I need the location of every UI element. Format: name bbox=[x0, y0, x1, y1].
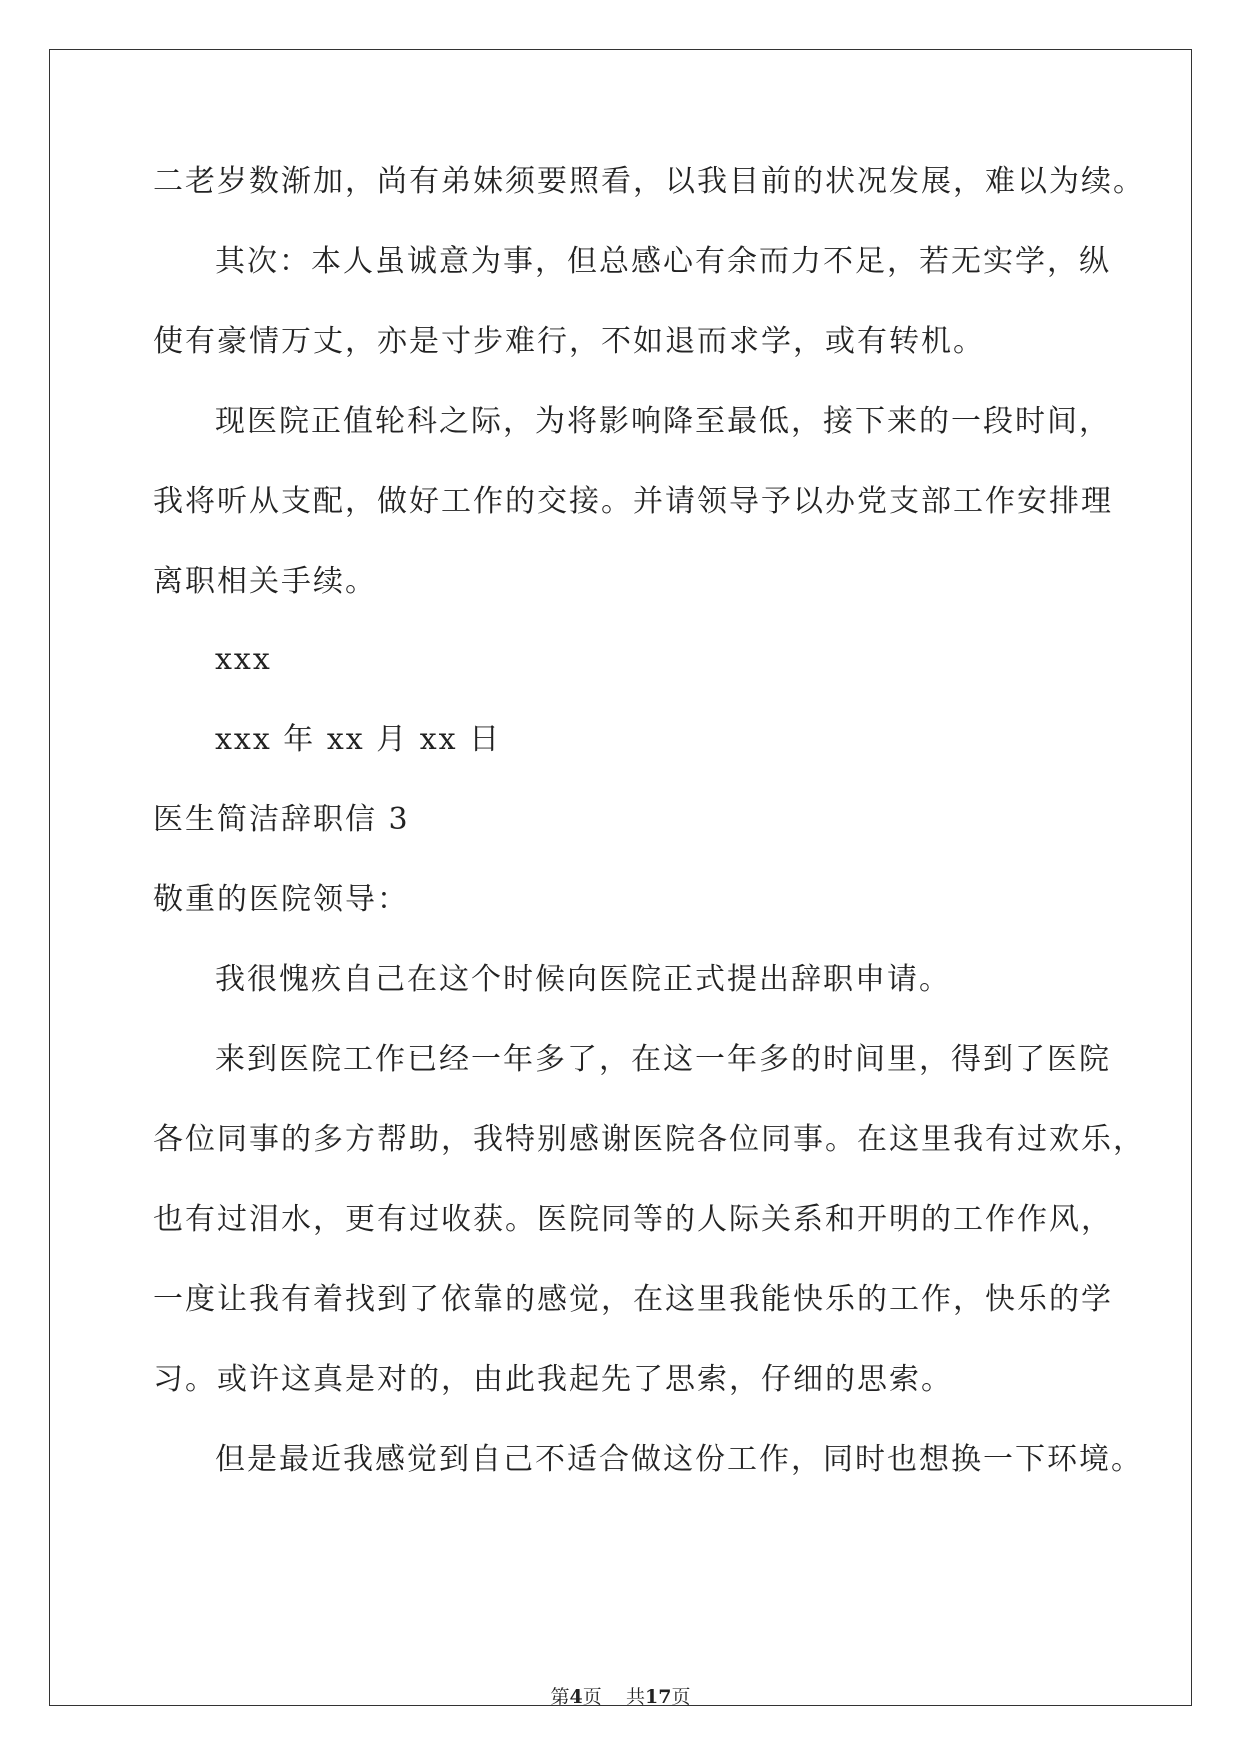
salutation: 敬重的医院领导： bbox=[153, 882, 409, 917]
body-line-6: 离职相关手续。 bbox=[153, 564, 377, 599]
body-line-11: 一度让我有着找到了依靠的感觉，在这里我能快乐的工作，快乐的学 bbox=[153, 1282, 1113, 1317]
signature-name: xxx bbox=[215, 642, 272, 677]
body-line-1: 二老岁数渐加，尚有弟妹须要照看，以我目前的状况发展，难以为续。 bbox=[153, 164, 1145, 199]
body-line-9: 各位同事的多方帮助，我特别感谢医院各位同事。在这里我有过欢乐， bbox=[153, 1122, 1145, 1157]
body-line-4: 现医院正值轮科之际，为将影响降至最低，接下来的一段时间， bbox=[215, 404, 1111, 439]
body-line-2: 其次：本人虽诚意为事，但总感心有余而力不足，若无实学，纵 bbox=[215, 244, 1111, 279]
footer-total-suffix: 页 bbox=[671, 1686, 691, 1708]
footer-total-prefix: 共 bbox=[625, 1686, 645, 1708]
footer-page-word: 页 bbox=[582, 1686, 602, 1708]
body-line-13: 但是最近我感觉到自己不适合做这份工作，同时也想换一下环境。 bbox=[215, 1442, 1143, 1477]
footer-total-pages: 17 bbox=[644, 1686, 672, 1708]
body-line-10: 也有过泪水，更有过收获。医院同等的人际关系和开明的工作作风， bbox=[153, 1202, 1113, 1237]
body-line-5: 我将听从支配，做好工作的交接。并请领导予以办党支部工作安排理 bbox=[153, 484, 1113, 519]
body-line-3: 使有豪情万丈，亦是寸步难行，不如退而求学，或有转机。 bbox=[153, 324, 985, 359]
body-line-12: 习。或许这真是对的，由此我起先了思索，仔细的思索。 bbox=[153, 1362, 953, 1397]
body-line-8: 来到医院工作已经一年多了，在这一年多的时间里，得到了医院 bbox=[215, 1042, 1111, 1077]
section-title: 医生简洁辞职信 3 bbox=[153, 802, 410, 837]
page-footer bbox=[0, 1682, 1241, 1709]
signature-date: xxx 年 xx 月 xx 日 bbox=[215, 722, 502, 757]
footer-prefix: 第 bbox=[550, 1686, 570, 1708]
footer-current-page: 4 bbox=[569, 1686, 583, 1708]
body-line-7: 我很愧疚自己在这个时候向医院正式提出辞职申请。 bbox=[215, 962, 951, 997]
